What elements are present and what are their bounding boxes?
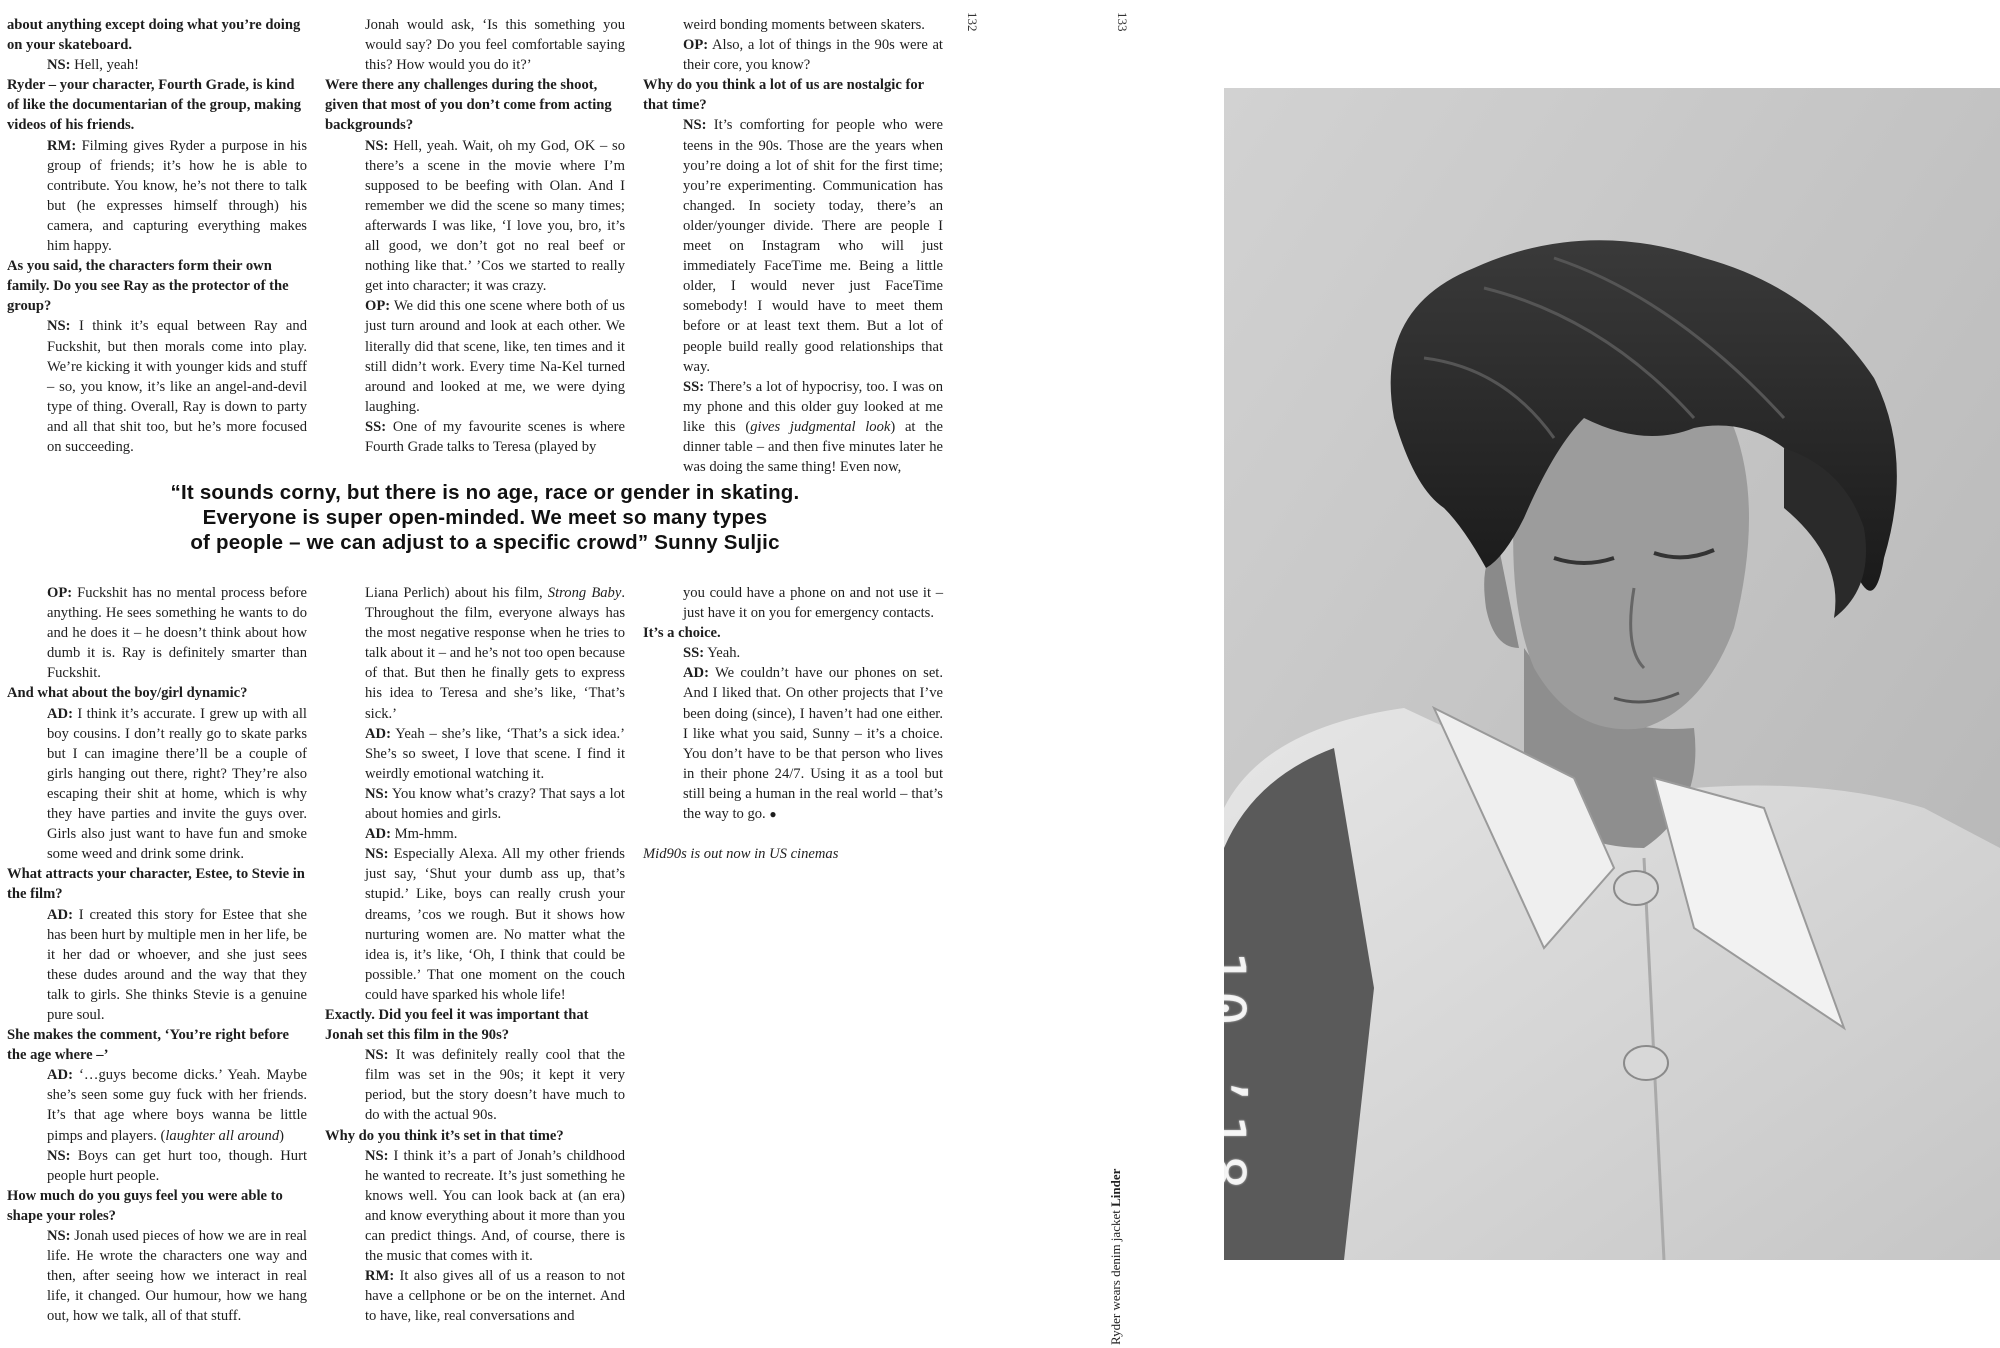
film-title: Strong Baby [547,585,622,601]
stage-direction: gives judgmental look [750,418,891,435]
answer-body: Filming gives Ryder a purpose in his group of friends; it’s how he is able to contribute. You know, he’s not there to talk but (he expresses himself through) his camera, and capturing everything makes him happy. [47,137,307,255]
speaker-initials: SS: [365,418,387,435]
answer-body: I think it’s a part of Jonah’s childhood he wanted to recreate. It’s just something he knows well. You can look back at (an era) and know everything about it more than you can predict things. And, of course, there is the music that comes with it. [365,1147,625,1265]
speaker-initials: AD: [683,665,709,682]
answer-text [325,1266,625,1326]
answer-text [325,824,625,844]
answer-text [7,1065,307,1145]
answer-text: you could have a phone on and not use it – just have it on you for emergency contacts. [683,585,943,622]
speaker-initials: OP: [683,37,709,54]
answer-text [7,583,307,683]
speaker-initials: AD: [47,1067,73,1084]
interview-column-right-top [643,15,943,477]
speaker-initials: AD: [47,705,73,722]
pull-quote-line: “It sounds corny, but there is no age, race or gender in skating. [170,481,800,504]
answer-text [643,115,943,376]
answer-text: Jonah would ask, ‘Is this something you would say? Do you feel comfortable saying this? How would you do it?’ [365,17,625,74]
answer-body: Jonah used pieces of how we are in real life. He wrote the characters one way and then, after seeing how we interact in real life, it changed. Our humour, how we hang out, how we talk, all of that stuff. [47,1228,307,1325]
answer-body: It also gives all of us a reason to not have a cellphone or be on the internet. And to have, like, real conversations and [365,1268,625,1325]
interview-column-left-top [7,15,307,457]
answer-text [7,55,307,75]
answer-text [325,583,625,724]
answer-text [325,844,625,1005]
answer-body: We couldn’t have our phones on set. And I liked that. On other projects that I’ve been doing (since), I haven’t had one either. I like what you said, Sunny – it’s a choice. You don’t have to be that person who lives in their phone 24/7. Using it as a tool but still being a human in the real world – that’s the way to go. [683,665,943,823]
answer-text [7,905,307,1026]
answer-text [325,724,625,784]
answer-body: It was definitely really cool that the film was set in the 90s; it kept it very period, but the story doesn’t have much to do with the actual 90s. [365,1047,625,1124]
answer-body: Also, a lot of things in the 90s were at their core, you know? [683,37,943,74]
answer-body: Liana Perlich) about his film, [365,585,548,601]
release-footnote: Mid90s is out now in US cinemas [643,846,839,863]
answer-body: I think it’s equal between Ray and Fuckshit, but then morals come into play. We’re kicking it with younger kids and stuff – so, you know, it’s like an angel-and-devil type of thing. Overall, Ray is down to party and all that shit too, but he’s more focused on succeeding. [47,318,307,455]
jacket-button [1624,1046,1668,1080]
answer-body: Yeah. [704,645,741,662]
answer-text [325,1045,625,1125]
pull-quote [90,480,880,555]
speaker-initials: RM: [47,137,77,154]
question-text: Why do you think a lot of us are nostalgic for that time? [643,77,924,114]
interview-column-middle-top [325,15,625,457]
answer-body: Boys can get hurt too, though. Hurt people hurt people. [47,1147,307,1184]
answer-body: ) [279,1127,285,1144]
stage-direction: laughter all around [165,1127,280,1144]
answer-body: Hell, yeah! [70,57,139,74]
question-text: What attracts your character, Estee, to Stevie in the film? [7,866,305,903]
speaker-initials: NS: [365,846,389,863]
answer-text [7,136,307,257]
speaker-initials: RM: [365,1268,395,1285]
answer-text [325,1146,625,1267]
answer-body: Mm-hmm. [390,826,458,843]
answer-body: It’s comforting for people who were teens in the 90s. Those are the years when you’re doing a lot of shit for the first time; you’re experimenting. Communication has changed. In society today, there’s an older/younger divide. There are people I meet on Instagram who will just immediately FaceTime me. Being a little older, I would never just FaceTime somebody! I would have to meet them before or at least text them. But a lot of people build really good relationships that way. [683,117,943,375]
answer-text [7,1146,307,1186]
speaker-initials: NS: [365,785,389,802]
answer-body: I created this story for Estee that she has been hurt by multiple men in her life, be it her dad or whoever, and she just sees these dudes around and the way that they talk to girls. She thinks Stevie is a genuine pure soul. [47,906,307,1023]
photo-date-stamp: 10 ’18 [1190,950,1258,1196]
answer-text [643,643,943,663]
speaker-initials: NS: [47,57,71,74]
answer-body: You know what’s crazy? That says a lot about homies and girls. [365,785,625,823]
speaker-initials: AD: [47,906,73,923]
answer-text [325,136,625,297]
speaker-initials: AD: [365,725,391,742]
answer-body: . Throughout the film, everyone always has the most negative response when he tries to talk about it – and he’s not too open because of that. But then he finally gets to express his idea to Teresa and she’s like, ‘That’s sick.’ [365,585,625,722]
interview-column-right-bottom [643,583,943,864]
page-number-right: 133 [1115,12,1130,32]
portrait-illustration [1224,88,2000,1260]
speaker-initials: SS: [683,645,705,662]
answer-body: Yeah – she’s like, ‘That’s a sick idea.’ She’s so sweet, I love that scene. I find it weirdly emotional watching it. [365,725,625,782]
speaker-initials: NS: [47,1228,71,1244]
photo-credit [1108,1169,1124,1345]
interview-column-middle-bottom [325,583,625,1326]
answer-body: ‘…guys become dicks.’ Yeah. Maybe she’s seen some guy fuck with her friends. It’s that age where boys wanna be little pimps and players. ( [47,1067,307,1144]
question-text: Exactly. Did you feel it was important that Jonah set this film in the 90s? [325,1006,589,1044]
speaker-initials: NS: [683,117,707,134]
photo-credit-text: Ryder wears denim jacket [1108,1206,1123,1345]
answer-text [643,663,943,824]
speaker-initials: NS: [365,137,389,154]
answer-text [643,35,943,75]
answer-body: ) at the dinner table – and then five minutes later he was doing the same thing! Even now, [683,418,943,476]
answer-body: We did this one scene where both of us just turn around and look at each other. We literally did that scene, like, ten times and it still didn’t work. Every time Na-Kel turned around and looked at me, we were dying laughing. [365,298,625,415]
answer-text [325,417,625,457]
speaker-initials: NS: [365,1147,389,1164]
pull-quote-line: of people – we can adjust to a specific crowd” Sunny Suljic [190,531,780,554]
answer-body: Hell, yeah. Wait, oh my God, OK – so there’s a scene in the movie where I’m supposed to be beefing with Olan. And I remember we did the scene so many times; afterwards I was like, ‘I love you, bro, it’s all good, we don’t got no real beef or nothing like that.’ ’Cos we started to really get into character; it was crazy. [365,137,625,295]
speaker-initials: NS: [365,1047,389,1064]
speaker-initials: OP: [47,585,73,601]
answer-text [325,296,625,417]
jacket-button [1614,871,1658,905]
answer-body: Especially Alexa. All my other friends just say, ‘Shut your dumb ass up, that’s stupid.’ Like, boys can really crush your dreams, ’cos we rough. But it shows how nurturing women are. No matter what the idea is, it’s like, ‘Oh, I think that could be possible.’ That one moment on the couch could have sparked his whole life! [365,846,625,1003]
photo-credit-brand: Linder [1108,1168,1123,1207]
answer-text [7,1226,307,1326]
question-text: about anything except doing what you’re doing on your skateboard. [7,17,301,54]
interview-column-left-bottom [7,583,307,1326]
speaker-initials: NS: [47,1147,71,1164]
answer-text [7,704,307,865]
answer-body: I think it’s accurate. I grew up with all boy cousins. I don’t really go to skate parks but I can imagine there’ll be a couple of girls hanging out there, right? They’re also escaping their shit at home, which is why they have parties and invite the guys over. Girls also just want to have fun and smoke some weed and drink some drink. [47,705,307,863]
pull-quote-line: Everyone is super open-minded. We meet so many types [202,506,768,529]
answer-text [325,784,625,824]
speaker-initials: AD: [365,826,391,843]
answer-text [7,316,307,457]
end-mark: ● [769,807,777,822]
question-text: She makes the comment, ‘You’re right before the age where –’ [7,1027,289,1064]
speaker-initials: OP: [365,298,391,315]
page-number-left: 132 [965,12,980,32]
answer-body: Fuckshit has no mental process before anything. He sees something he wants to do and he does it – he doesn’t think about how dumb it is. Ray is definitely smarter than Fuckshit. [47,585,307,682]
question-text: Were there any challenges during the shoot, given that most of you don’t come from acting backgrounds? [325,77,612,134]
answer-text [643,377,943,477]
question-text: And what about the boy/girl dynamic? [7,685,248,702]
answer-body: One of my favourite scenes is where Fourth Grade talks to Teresa (played by [365,418,625,455]
answer-body: There’s a lot of hypocrisy, too. I was on my phone and this older guy looked at me like this ( [683,378,943,435]
portrait-photo [1224,88,2000,1260]
question-text: Ryder – your character, Fourth Grade, is kind of like the documentarian of the group, making videos of his friends. [7,77,302,134]
speaker-initials: NS: [47,318,71,335]
question-text: How much do you guys feel you were able to shape your roles? [7,1187,283,1224]
answer-text: weird bonding moments between skaters. [683,17,925,33]
question-text: As you said, the characters form their own family. Do you see Ray as the protector of the group? [7,258,289,315]
question-text: It’s a choice. [643,625,721,642]
question-text: Why do you think it’s set in that time? [325,1127,564,1144]
speaker-initials: SS: [683,378,705,395]
